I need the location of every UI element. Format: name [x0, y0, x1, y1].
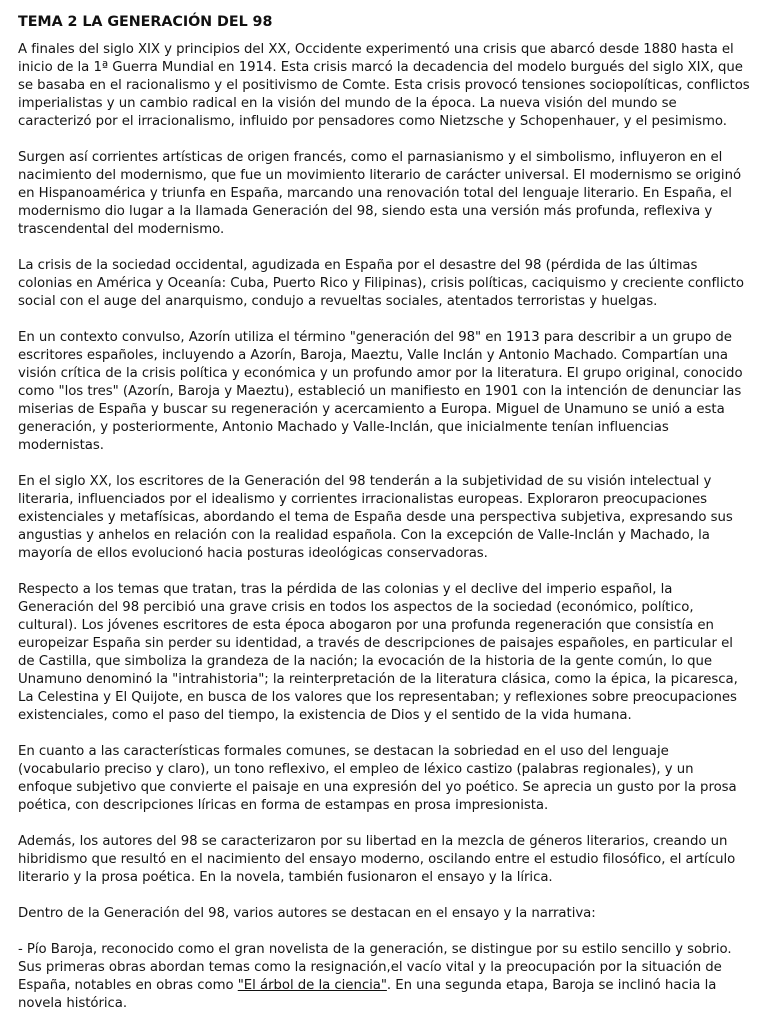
paragraph-4: En un contexto convulso, Azorín utiliza el término "generación del 98" en 1913 para describir a un grupo de escritores españoles, incluyendo a Azorín, Baroja, Maeztu, Valle Inclán y Antonio Machado. Compartían una visión crítica de la crisis política y económica y un profundo amor por la literatura. El grupo original, conocido como "los tres" (Azorín, Baroja y Maeztu), estableció un manifiesto en 1901 con la intención de denunciar las miserias de España y buscar su regeneración y acercamiento a Europa. Miguel de Unamuno se unió a esta generación, y posteriormente, Antonio Machado y Valle-Inclán, que inicialmente tenían influencias modernistas.	[18, 330, 743, 453]
paragraph-2: Surgen así corrientes artísticas de origen francés, como el parnasianismo y el simbolismo, influyeron en el nacimiento del modernismo, que fue un movimiento literario de carácter universal. El modernismo se originó en Hispanoamérica y triunfa en España, marcando una renovación total del lenguaje literario. En España, el modernismo dio lugar a la llamada Generación del 98, siendo esta una versión más profunda, reflexiva y trascendental del modernismo.	[18, 150, 742, 237]
paragraph-baroja	[18, 941, 750, 1013]
arbol-de-la-ciencia-link[interactable]: "El árbol de la ciencia"	[237, 978, 387, 993]
paragraph-baroja-text-end: . En una segunda etapa, Baroja se inclinó hacia la novela histórica.	[18, 978, 717, 1011]
document-page	[18, 12, 750, 1031]
paragraph-6: Respecto a los temas que tratan, tras la pérdida de las colonias y el declive del imperio español, la Generación del 98 percibió una grave crisis en todos los aspectos de la sociedad (económico, político, cultural). Los jóvenes escritores de esta época abogaron por una profunda regeneración que consistía en europeizar España sin perder su identidad, a través de descripciones de paisajes españoles, en particular el de Castilla, que simboliza la grandeza de la nación; la evocación de la historia de la gente común, lo que Unamuno denominó la "intrahistoria"; la reinterpretación de la literatura clásica, como la épica, la picaresca, La Celestina y El Quijote, en busca de los valores que los representaban; y reflexiones sobre preocupaciones existenciales, como el paso del tiempo, la existencia de Dios y el sentido de la vida humana.	[18, 582, 738, 723]
paragraph-7: En cuanto a las características formales comunes, se destacan la sobriedad en el uso del lenguaje (vocabulario preciso y claro), un tono reflexivo, el empleo de léxico castizo (palabras regionales), y un enfoque subjetivo que convierte el paisaje en una expresión del yo poético. Se aprecia un gusto por la prosa poética, con descripciones líricas en forma de estampas en prosa impresionista.	[18, 744, 737, 813]
paragraph-5: En el siglo XX, los escritores de la Generación del 98 tenderán a la subjetividad de su visión intelectual y literaria, influenciados por el idealismo y corrientes irracionalistas europeas. Exploraron preocupaciones existenciales y metafísicas, abordando el tema de España desde una perspectiva subjetiva, expresando sus angustias y anhelos en relación con la realidad española. Con la excepción de Valle-Inclán y Machado, la mayoría de ellos evolucionó hacia posturas ideológicas conservadoras.	[18, 474, 733, 561]
paragraph-9: Dentro de la Generación del 98, varios autores se destacan en el ensayo y la narrativa:	[18, 906, 596, 921]
document-title: TEMA 2 LA GENERACIÓN DEL 98	[18, 14, 273, 30]
paragraph-baroja-text-start: - Pío Baroja, reconocido como el gran novelista de la generación, se distingue por su estilo sencillo y sobrio. Sus primeras obras abordan temas como la resignación,el vacío vital y la preocupación por la situación de España, notables en obras como	[18, 942, 732, 993]
paragraph-8: Además, los autores del 98 se caracterizaron por su libertad en la mezcla de géneros literarios, creando un hibridismo que resultó en el nacimiento del ensayo moderno, oscilando entre el estudio filosófico, el artículo literario y la prosa poética. En la novela, también fusionaron el ensayo y la lírica.	[18, 834, 736, 885]
paragraph-1: A finales del siglo XIX y principios del XX, Occidente experimentó una crisis que abarcó desde 1880 hasta el inicio de la 1ª Guerra Mundial en 1914. Esta crisis marcó la decadencia del modelo burgués del siglo XIX, que se basaba en el racionalismo y el positivismo de Comte. Esta crisis provocó tensiones sociopolíticas, conflictos imperialistas y un cambio radical en la visión del mundo de la época. La nueva visión del mundo se caracterizó por el irracionalismo, influido por pensadores como Nietzsche y Schopenhauer, y el pesimismo.	[18, 42, 750, 129]
paragraph-3: La crisis de la sociedad occidental, agudizada en España por el desastre del 98 (pérdida de las últimas colonias en América y Oceanía: Cuba, Puerto Rico y Filipinas), crisis políticas, caciquismo y creciente conflicto social con el auge del anarquismo, condujo a revueltas sociales, atentados terroristas y huelgas.	[18, 258, 744, 309]
